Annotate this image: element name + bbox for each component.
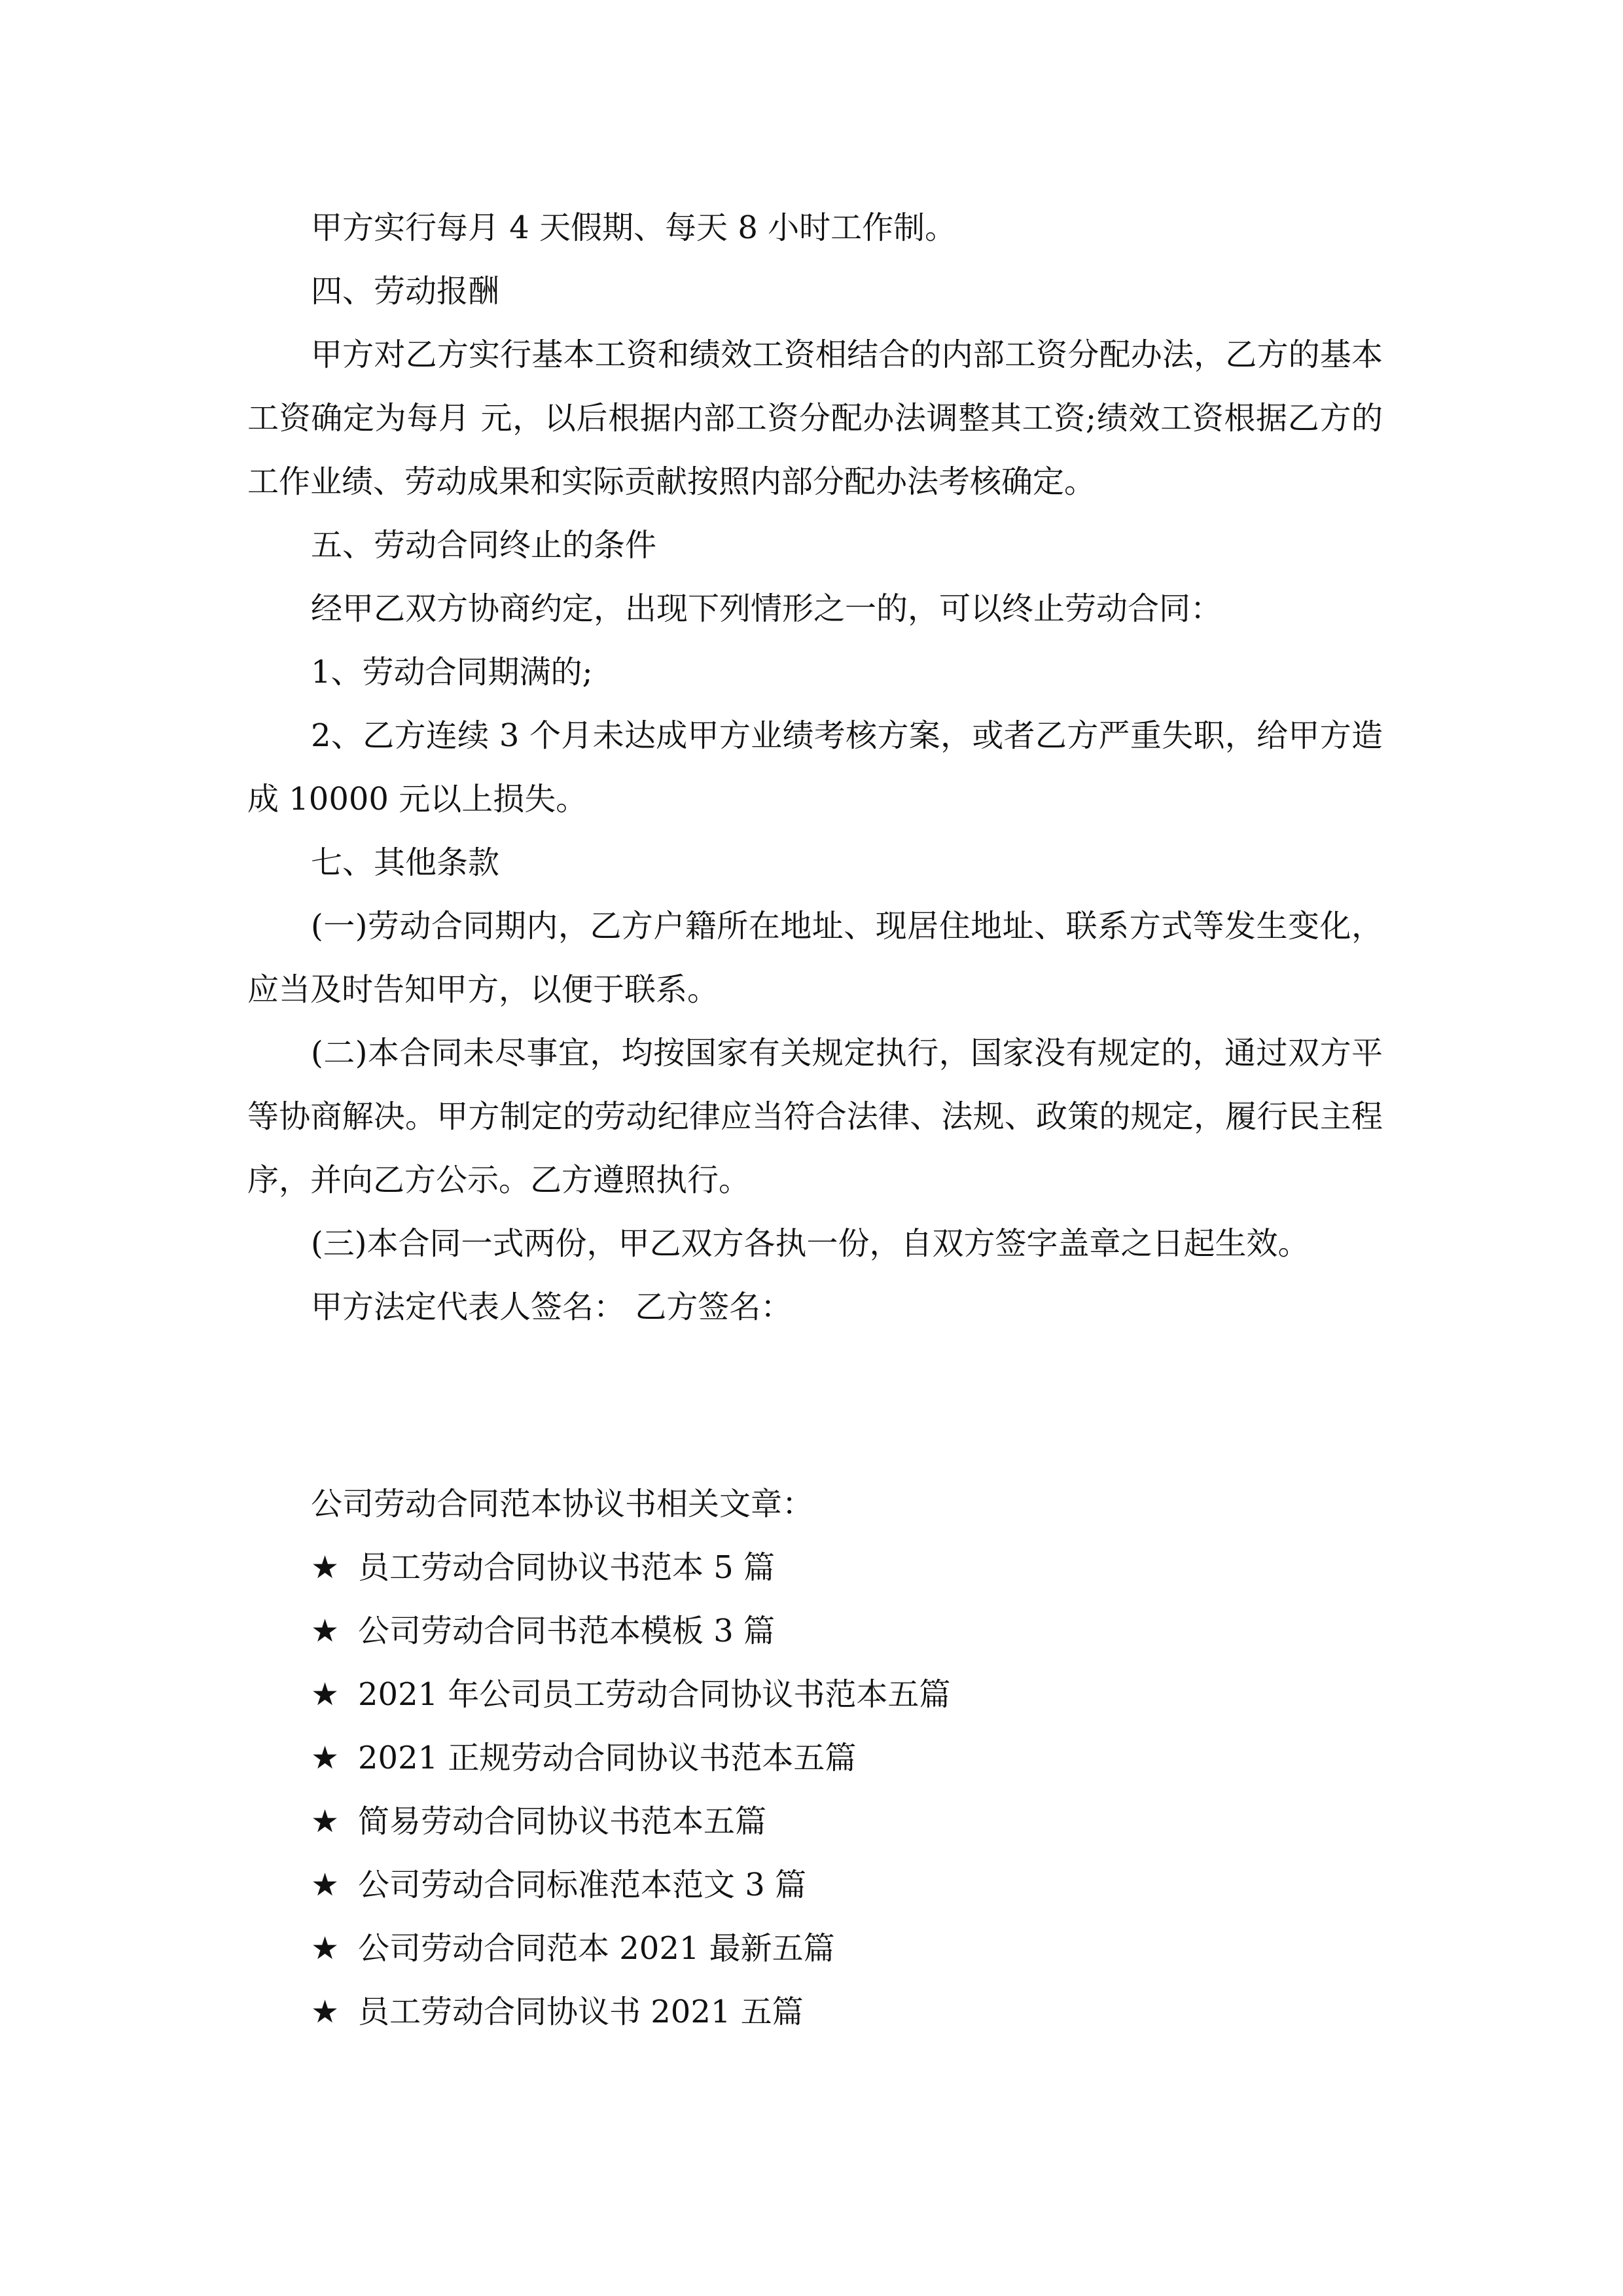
star-icon: ★ (311, 1740, 340, 1776)
related-article-title: 公司劳动合同标准范本范文 3 篇 (358, 1867, 807, 1903)
star-icon: ★ (311, 1613, 340, 1649)
section-heading-other-terms: 七、其他条款 (311, 844, 500, 881)
related-article-title: 2021 年公司员工劳动合同协议书范本五篇 (358, 1676, 951, 1713)
star-icon: ★ (311, 1676, 340, 1713)
termination-intro-paragraph: 经甲乙双方协商约定，出现下列情形之一的，可以终止劳动合同： (311, 590, 1222, 627)
related-article-link[interactable] (247, 1981, 1383, 2044)
related-article-title: 公司劳动合同范本 2021 最新五篇 (358, 1930, 835, 1967)
related-article-link[interactable] (247, 1536, 1383, 1600)
related-article-link[interactable] (247, 1663, 1383, 1727)
related-article-title: 2021 正规劳动合同协议书范本五篇 (358, 1740, 857, 1776)
related-article-link[interactable] (247, 1790, 1383, 1854)
star-icon: ★ (311, 1803, 340, 1840)
related-article-title: 简易劳动合同协议书范本五篇 (358, 1803, 767, 1840)
other-terms-clause-1: (一)劳动合同期内，乙方户籍所在地址、现居住地址、联系方式等发生变化，应当及时告知甲方，以便于联系。 (247, 908, 1383, 1008)
star-icon: ★ (311, 1930, 340, 1967)
related-articles-title: 公司劳动合同范本协议书相关文章： (311, 1486, 814, 1522)
related-article-title: 公司劳动合同书范本模板 3 篇 (358, 1613, 776, 1649)
star-icon: ★ (311, 1994, 340, 2030)
related-article-link[interactable] (247, 1917, 1383, 1981)
signature-line: 甲方法定代表人签名： 乙方签名： (311, 1289, 793, 1325)
star-icon: ★ (311, 1549, 340, 1586)
related-article-title: 员工劳动合同协议书范本 5 篇 (358, 1549, 776, 1586)
related-article-link[interactable] (247, 1727, 1383, 1790)
other-terms-clause-2: (二)本合同未尽事宜，均按国家有关规定执行，国家没有规定的，通过双方平等协商解决。甲方制定的劳动纪律应当符合法律、法规、政策的规定，履行民主程序，并向乙方公示。乙方遵照执行。 (247, 1035, 1383, 1198)
work-hours-paragraph: 甲方实行每月 4 天假期、每天 8 小时工作制。 (311, 209, 957, 246)
star-icon: ★ (311, 1867, 340, 1903)
related-articles-list (247, 1536, 1383, 2044)
related-articles (247, 1473, 1383, 2044)
section-heading-termination: 五、劳动合同终止的条件 (311, 527, 657, 564)
related-article-title: 员工劳动合同协议书 2021 五篇 (358, 1994, 804, 2030)
remuneration-paragraph: 甲方对乙方实行基本工资和绩效工资相结合的内部工资分配办法，乙方的基本工资确定为每月 元，以后根据内部工资分配办法调整其工资;绩效工资根据乙方的工作业绩、劳动成果和实际贡献按照内部分配办法考核确定。 (247, 336, 1383, 500)
other-terms-clause-3: (三)本合同一式两份，甲乙双方各执一份，自双方签字盖章之日起生效。 (311, 1225, 1310, 1262)
termination-item-2: 2、乙方连续 3 个月未达成甲方业绩考核方案，或者乙方严重失职，给甲方造成 10000 元以上损失。 (247, 717, 1383, 817)
related-article-link[interactable] (247, 1600, 1383, 1663)
termination-item-1: 1、劳动合同期满的; (311, 654, 593, 691)
contract-body (247, 196, 1383, 1339)
related-article-link[interactable] (247, 1854, 1383, 1917)
section-heading-remuneration: 四、劳动报酬 (311, 273, 500, 310)
